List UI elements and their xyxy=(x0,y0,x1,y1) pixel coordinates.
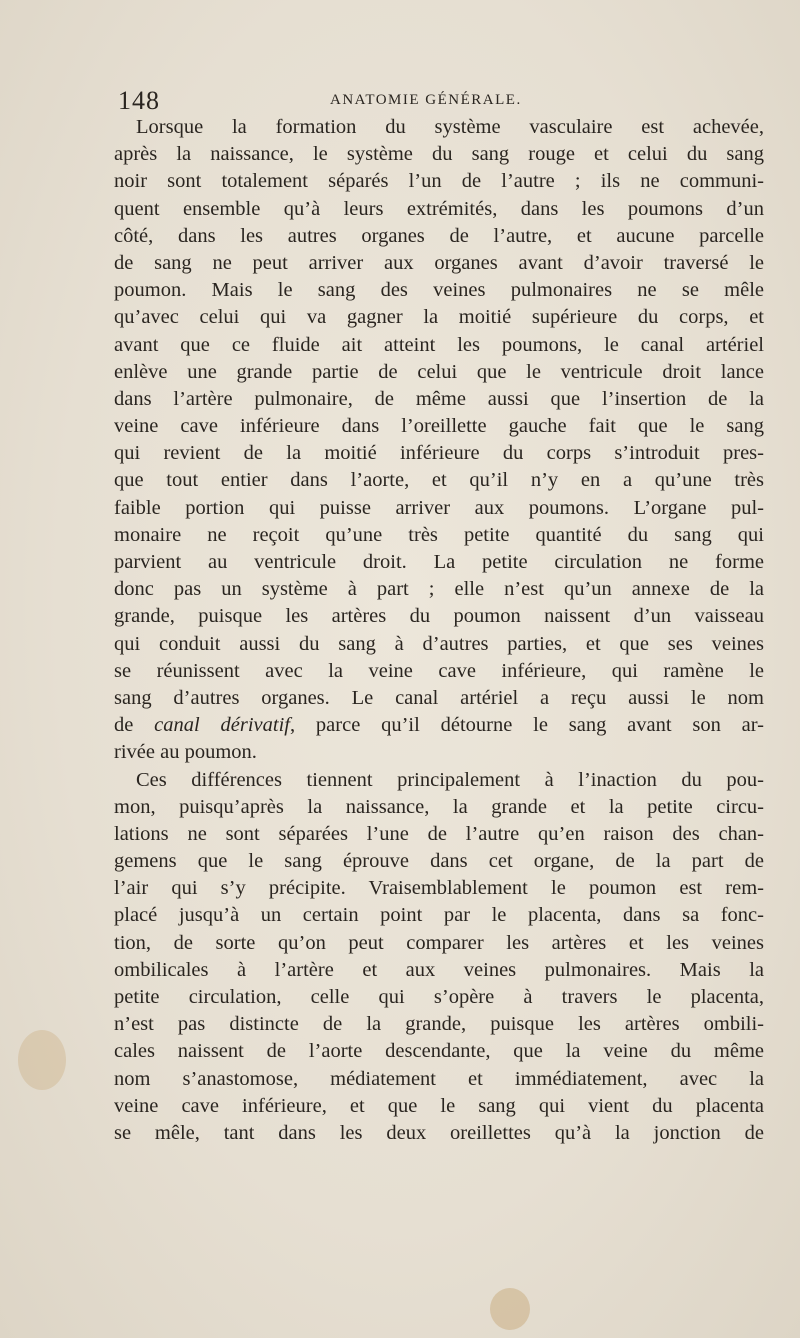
paragraph xyxy=(114,114,764,767)
text-line: sang d’autres organes. Le canal artériel a reçu aussi le nom xyxy=(114,686,764,709)
text-line: avant que ce fluide ait atteint les poumons, le canal artériel xyxy=(114,333,764,356)
page-number: 148 xyxy=(118,86,160,115)
text-line: mon, puisqu’après la naissance, la grande et la petite circu- xyxy=(114,795,764,818)
text-line: gemens que le sang éprouve dans cet organe, de la part de xyxy=(114,850,764,873)
text-line: petite circulation, celle qui s’opère à travers le placenta, xyxy=(114,986,764,1008)
text-line: dans l’artère pulmonaire, de même aussi que l’insertion de la xyxy=(114,387,764,410)
text-line: nom s’anastomose, médiatement et immédiatement, avec la xyxy=(114,1067,764,1090)
text-line: noir sont totalement séparés l’un de l’autre ; ils ne communi- xyxy=(114,170,764,193)
italic-term: canal dérivatif xyxy=(154,714,290,737)
running-head: ANATOMIE GÉNÉRALE. xyxy=(330,92,522,108)
text-line: l’air qui s’y précipite. Vraisemblablement le poumon est rem- xyxy=(114,877,764,900)
text-line: Ces différences tiennent principalement à l’inaction du pou- xyxy=(136,768,764,791)
text-line: placé jusqu’à un certain point par le placenta, dans sa fonc- xyxy=(114,904,764,927)
text-line xyxy=(114,712,764,739)
text-line: qu’avec celui qui va gagner la moitié supérieure du corps, et xyxy=(114,306,764,329)
paragraph xyxy=(114,767,764,1148)
text-line: veine cave inférieure dans l’oreillette gauche fait que le sang xyxy=(114,415,764,438)
text-line: se mêle, tant dans les deux oreillettes qu’à la jonction de xyxy=(114,1121,764,1144)
text-line: faible portion qui puisse arriver aux poumons. L’organe pul- xyxy=(114,496,764,519)
text-line: parvient au ventricule droit. La petite circulation ne forme xyxy=(114,551,764,573)
text-line: lations ne sont séparées l’une de l’autre qu’en raison des chan- xyxy=(114,822,764,845)
text-line: enlève une grande partie de celui que le ventricule droit lance xyxy=(114,360,764,383)
text-line: quent ensemble qu’à leurs extrémités, dans les poumons d’un xyxy=(114,197,764,220)
text-line: monaire ne reçoit qu’une très petite quantité du sang qui xyxy=(114,523,764,546)
text-line: rivée au poumon. xyxy=(114,741,257,764)
text-line: veine cave inférieure, et que le sang qui vient du placenta xyxy=(114,1094,764,1117)
foxing-stain xyxy=(490,1288,530,1330)
text-line: de sang ne peut arriver aux organes avant d’avoir traversé le xyxy=(114,251,764,274)
text-line: Lorsque la formation du système vasculaire est achevée, xyxy=(136,116,764,138)
text-line: se réunissent avec la veine cave inférieure, qui ramène le xyxy=(114,659,764,682)
text-line: qui revient de la moitié inférieure du corps s’introduit pres- xyxy=(114,442,764,465)
text-line: après la naissance, le système du sang rouge et celui du sang xyxy=(114,143,764,166)
text-line: qui conduit aussi du sang à d’autres parties, et que ses veines xyxy=(114,632,764,655)
text-line: cales naissent de l’aorte descendante, que la veine du même xyxy=(114,1040,764,1063)
text-line: tion, de sorte qu’on peut comparer les artères et les veines xyxy=(114,931,764,954)
text-segment: , parce qu’il détourne le sang avant son ar- xyxy=(289,714,764,737)
text-line: ombilicales à l’artère et aux veines pulmonaires. Mais la xyxy=(114,958,764,981)
foxing-stain xyxy=(18,1030,66,1090)
body-text xyxy=(114,114,764,1147)
text-segment: de xyxy=(114,714,155,737)
text-line: que tout entier dans l’aorte, et qu’il n’y en a qu’une très xyxy=(114,469,764,492)
text-line: poumon. Mais le sang des veines pulmonaires ne se mêle xyxy=(114,279,764,302)
text-line: n’est pas distincte de la grande, puisque les artères ombili- xyxy=(114,1013,764,1036)
text-line: grande, puisque les artères du poumon naissent d’un vaisseau xyxy=(114,605,764,628)
text-line: donc pas un système à part ; elle n’est qu’un annexe de la xyxy=(114,578,764,601)
text-line: côté, dans les autres organes de l’autre, et aucune parcelle xyxy=(114,224,764,247)
